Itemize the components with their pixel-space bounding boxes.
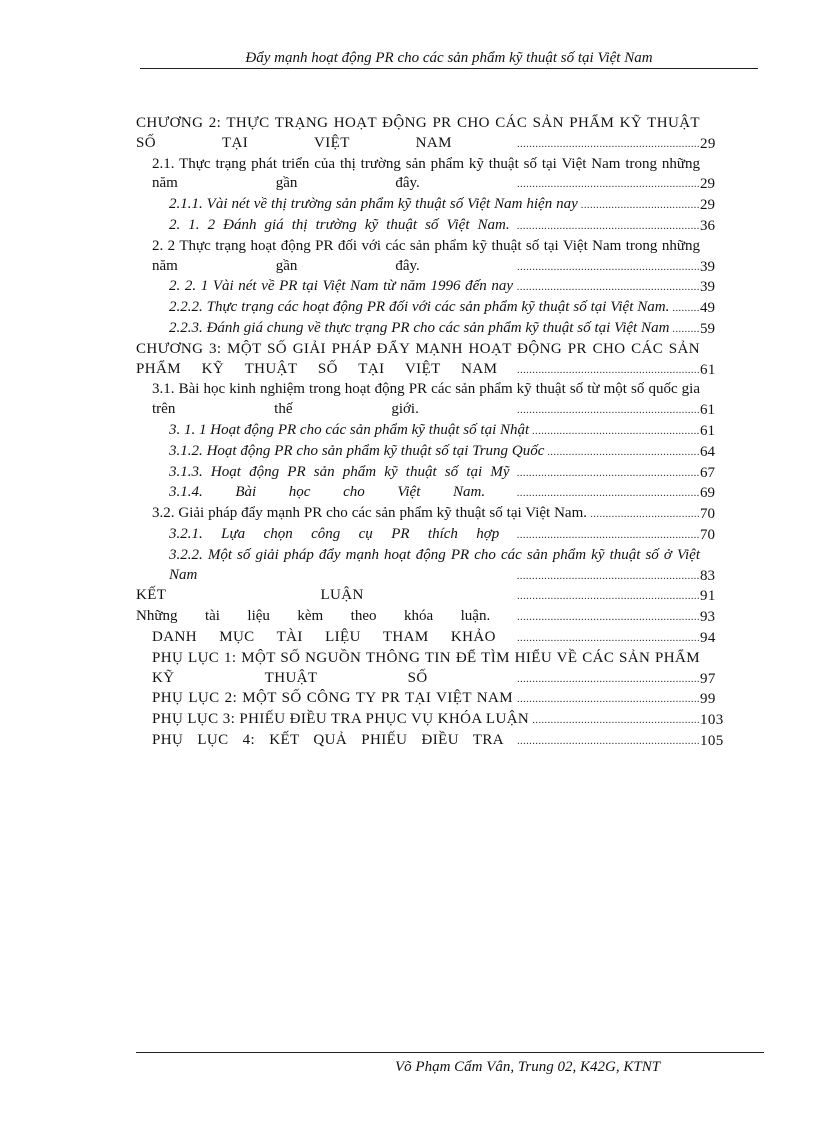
- toc-leader-dots: ............................................................: [419, 178, 700, 191]
- toc-entry-title: 2.1. Thực trạng phát triển của thị trường sản phẩm kỹ thuật số tại Việt Nam trong những năm gần đây.: [152, 155, 700, 192]
- toc-leader-dots: ............................................................: [419, 260, 700, 273]
- toc-entry[interactable]: [169, 319, 738, 340]
- toc-page-number: 94: [700, 629, 716, 646]
- toc-entry-title: 2.2.3. Đánh giá chung về thực trạng PR cho các sản phẩm kỹ thuật số tại Việt Nam: [169, 319, 670, 336]
- toc-entry[interactable]: [136, 340, 738, 381]
- toc-entry-title: 2.1.1. Vài nét về thị trường sản phẩm kỹ thuật số Việt Nam hiện nay: [169, 196, 578, 213]
- toc-page-number: 91: [700, 588, 716, 605]
- toc-page-number: 70: [700, 506, 715, 523]
- toc-leader-dots: ............................................................: [427, 672, 700, 685]
- toc-entry[interactable]: [169, 463, 738, 484]
- footer-author: Võ Phạm Cẩm Vân, Trung 02, K42G, KTNT: [395, 1059, 661, 1075]
- toc-page-number: 36: [700, 217, 715, 234]
- toc-page-number: 70: [700, 526, 715, 543]
- toc-entry[interactable]: [169, 421, 738, 442]
- toc-leader-dots: .........: [669, 302, 701, 315]
- toc-entry[interactable]: [169, 216, 738, 237]
- toc-entry-title: PHỤ LỤC 3: PHIẾU ĐIỀU TRA PHỤC VỤ KHÓA LUẬN: [152, 711, 530, 728]
- toc-leader-dots: ....................................: [587, 508, 700, 521]
- toc-entry-title: 3.1. Bài học kinh nghiệm trong hoạt động PR các sản phẩm kỹ thuật số từ một số quốc gia trên thế giới.: [152, 381, 700, 418]
- toc-entry[interactable]: [136, 114, 738, 155]
- toc-leader-dots: ............................................................: [512, 693, 700, 706]
- toc-leader-dots: ..................................................: [544, 445, 700, 458]
- toc-entry[interactable]: [169, 277, 738, 298]
- toc-entry-title: PHỤ LỤC 1: MỘT SỐ NGUỒN THÔNG TIN ĐỂ TÌM HIỂU VỀ CÁC SẢN PHẨM KỸ THUẬT SỐ: [152, 649, 700, 686]
- toc-page-number: 39: [700, 279, 715, 296]
- toc-leader-dots: .......................................................: [529, 424, 700, 437]
- toc-leader-dots: ............................................................: [451, 137, 700, 150]
- toc-entry[interactable]: [152, 689, 738, 710]
- toc-entry[interactable]: [169, 298, 738, 319]
- toc-leader-dots: ............................................................: [509, 219, 700, 232]
- toc-entry[interactable]: [169, 546, 738, 587]
- toc-entry-title: 3.1.2. Hoạt động PR cho sản phẩm kỹ thuật số tại Trung Quốc: [169, 442, 545, 459]
- toc-entry-title: 3.1.4. Bài học cho Việt Nam.: [169, 484, 486, 501]
- toc-entry-title: 2. 2. 1 Vài nét về PR tại Việt Nam từ năm 1996 đến nay: [169, 278, 514, 295]
- toc-entry-title: 3.2. Giải pháp đẩy mạnh PR cho các sản phẩm kỹ thuật số tại Việt Nam.: [152, 505, 587, 522]
- toc-leader-dots: ............................................................: [499, 528, 700, 541]
- toc-leader-dots: ............................................................: [197, 569, 700, 582]
- toc-entry[interactable]: [152, 155, 738, 196]
- toc-page-number: 61: [700, 402, 715, 419]
- toc-leader-dots: ............................................................: [495, 631, 700, 644]
- toc-page-number: 99: [700, 691, 716, 708]
- footer-rule: [136, 1052, 764, 1053]
- toc-entry[interactable]: [169, 525, 738, 546]
- header-title: Đẩy mạnh hoạt động PR cho các sản phẩm kỹ thuật số tại Việt Nam: [245, 50, 653, 66]
- toc-entry[interactable]: [152, 710, 738, 731]
- toc-page-number: 61: [700, 422, 715, 439]
- toc-page-number: 67: [700, 464, 715, 481]
- toc-page-number: 49: [700, 300, 715, 317]
- toc-page-number: 103: [700, 712, 724, 729]
- toc-leader-dots: ............................................................: [485, 487, 700, 500]
- toc-page-number: 93: [700, 609, 715, 626]
- toc-entry[interactable]: [152, 649, 738, 690]
- toc-leader-dots: .........: [669, 322, 701, 335]
- toc-leader-dots: ............................................................: [503, 734, 700, 747]
- toc-entry-title: 2.2.2. Thực trạng các hoạt động PR đối với các sản phẩm kỹ thuật số tại Việt Nam.: [169, 299, 670, 316]
- toc-entry[interactable]: [136, 607, 738, 628]
- toc-page-number: 83: [700, 567, 715, 584]
- page-header: [140, 48, 758, 69]
- toc-entry-title: KẾT LUẬN: [136, 587, 364, 604]
- toc-entry[interactable]: [152, 237, 738, 278]
- toc-entry[interactable]: [152, 628, 738, 649]
- toc-entry[interactable]: [169, 442, 738, 463]
- toc-entry[interactable]: [169, 195, 738, 216]
- toc-entry-title: CHƯƠNG 2: THỰC TRẠNG HOẠT ĐỘNG PR CHO CÁC SẢN PHẨM KỸ THUẬT SỐ TẠI VIỆT NAM: [136, 115, 700, 151]
- toc-page-number: 29: [700, 197, 715, 214]
- toc-page-number: 29: [700, 135, 716, 152]
- toc-entry[interactable]: [152, 380, 738, 421]
- toc-page-number: 105: [700, 732, 724, 749]
- toc-leader-dots: .......................................: [577, 199, 700, 212]
- toc-entry-title: DANH MỤC TÀI LIỆU THAM KHẢO: [152, 628, 496, 645]
- toc-entry-title: Những tài liệu kèm theo khóa luận.: [136, 608, 491, 625]
- toc-leader-dots: ............................................................: [418, 404, 700, 417]
- toc-entry[interactable]: [152, 504, 738, 525]
- toc-entry-title: 2. 1. 2 Đánh giá thị trường kỹ thuật số Việt Nam.: [169, 216, 510, 233]
- toc-page-number: 69: [700, 485, 715, 502]
- toc-entry[interactable]: [136, 586, 738, 607]
- toc-page-number: 97: [700, 670, 716, 687]
- toc-leader-dots: ............................................................: [509, 466, 700, 479]
- toc-entry-title: 3.1.3. Hoạt động PR sản phẩm kỹ thuật số tại Mỹ: [169, 463, 510, 480]
- toc-entry-title: 3.2.1. Lựa chọn công cụ PR thích hợp: [169, 525, 500, 542]
- toc-leader-dots: .......................................................: [529, 714, 700, 727]
- toc-entry-title: PHỤ LỤC 2: MỘT SỐ CÔNG TY PR TẠI VIỆT NAM: [152, 690, 513, 707]
- toc-entry-title: 2. 2 Thực trạng hoạt động PR đối với các sản phẩm kỹ thuật số tại Việt Nam trong những năm gần đây.: [152, 237, 700, 274]
- toc-entry[interactable]: [169, 483, 738, 504]
- toc-leader-dots: ............................................................: [497, 363, 700, 376]
- table-of-contents: [136, 114, 738, 752]
- toc-page-number: 64: [700, 443, 715, 460]
- toc-entry-title: 3. 1. 1 Hoạt động PR cho các sản phẩm kỹ thuật số tại Nhật: [169, 421, 530, 438]
- toc-page-number: 59: [700, 320, 715, 337]
- toc-entry-title: PHỤ LỤC 4: KẾT QUẢ PHIẾU ĐIỀU TRA: [152, 731, 504, 748]
- toc-entry[interactable]: [152, 731, 738, 752]
- toc-entry-title: 3.2.2. Một số giải pháp đẩy mạnh hoạt động PR cho các sản phẩm kỹ thuật số ở Việt Nam: [169, 546, 700, 583]
- toc-leader-dots: ............................................................: [513, 281, 700, 294]
- toc-entry-title: CHƯƠNG 3: MỘT SỐ GIẢI PHÁP ĐẨY MẠNH HOẠT ĐỘNG PR CHO CÁC SẢN PHẨM KỸ THUẬT SỐ TẠI VIỆT NAM: [136, 340, 700, 377]
- toc-page-number: 29: [700, 176, 715, 193]
- toc-page-number: 39: [700, 258, 715, 275]
- toc-leader-dots: ............................................................: [363, 590, 700, 603]
- toc-leader-dots: ............................................................: [490, 611, 700, 624]
- toc-page-number: 61: [700, 361, 716, 378]
